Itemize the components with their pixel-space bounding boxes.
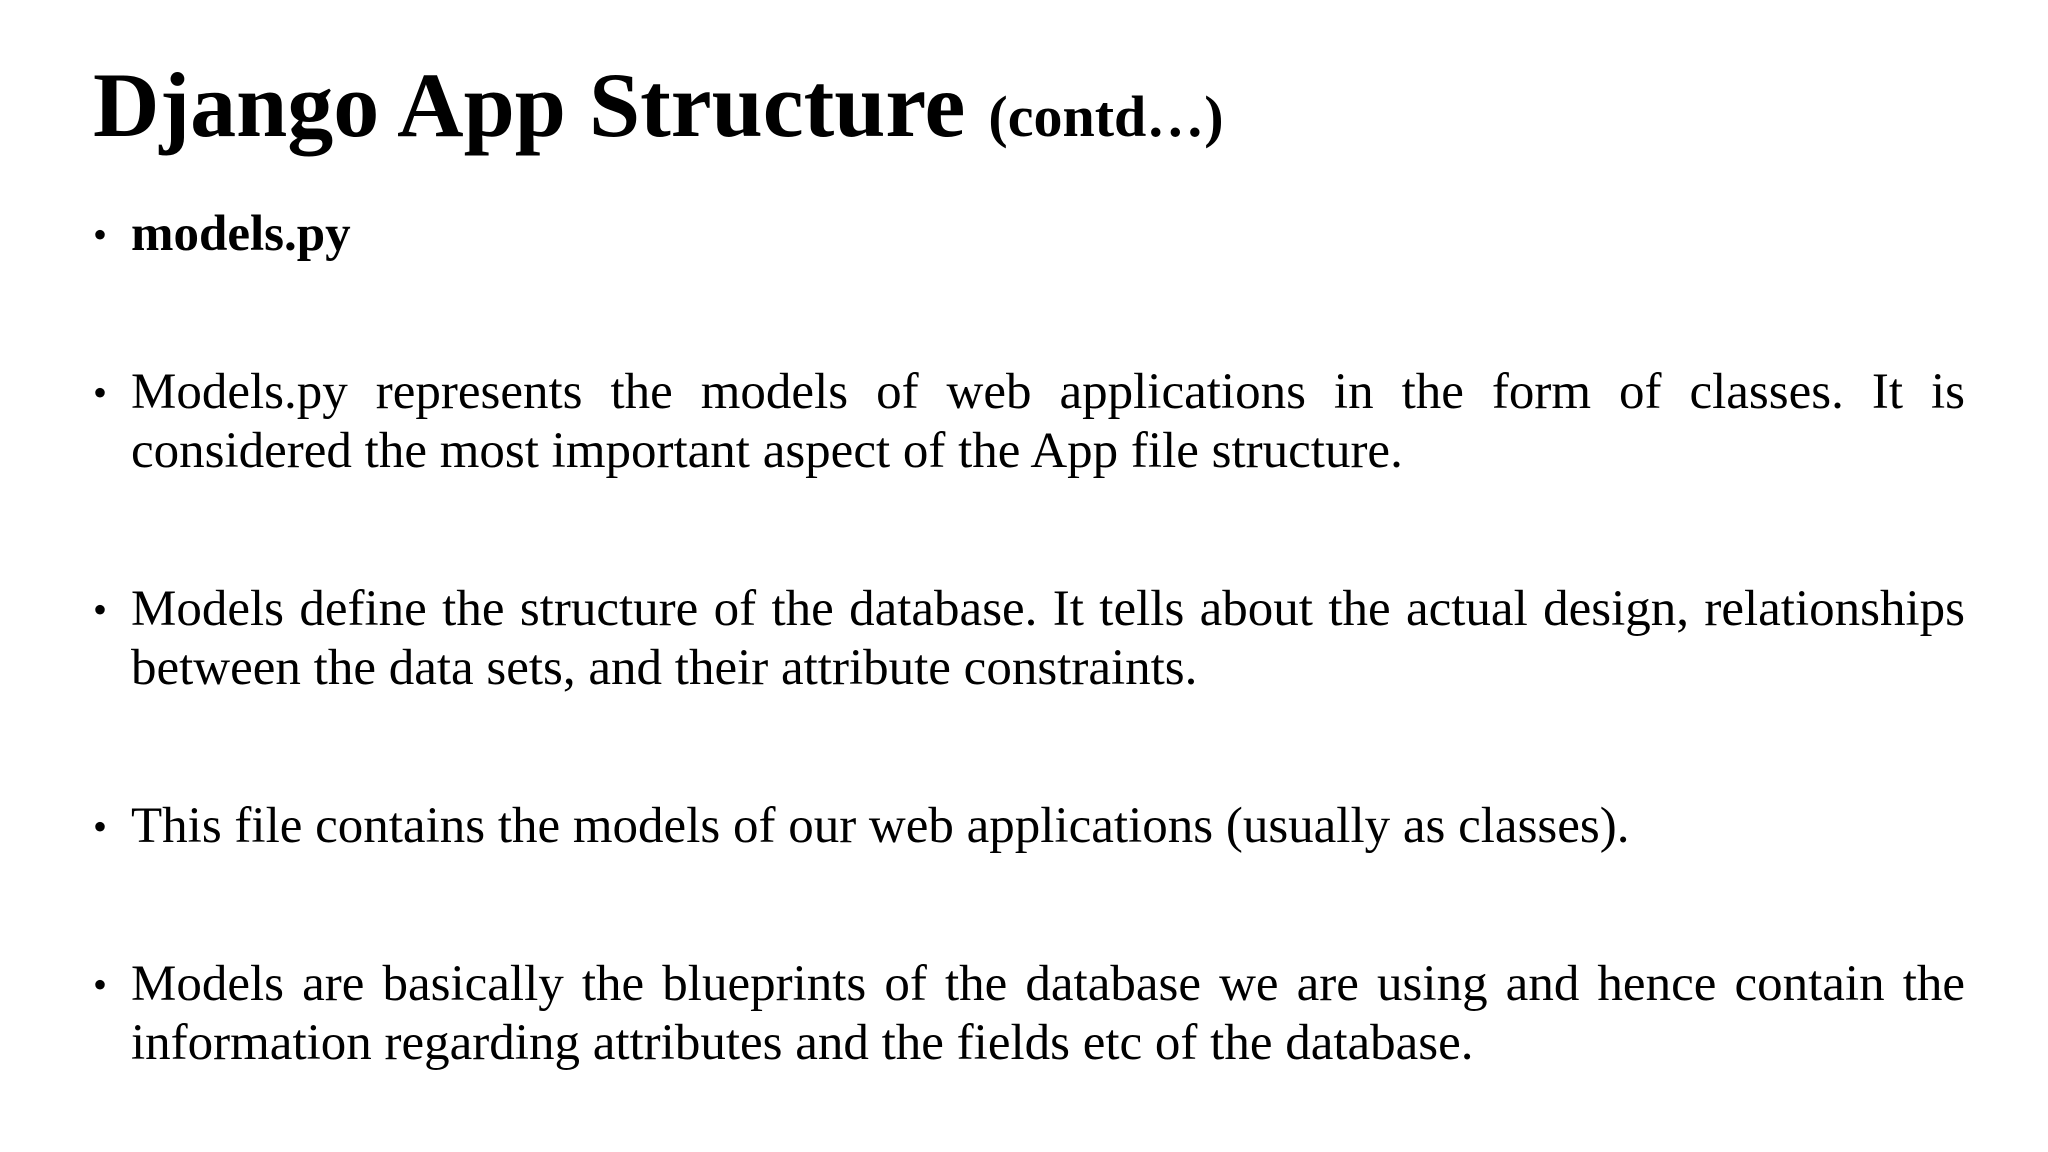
bullet-dot-icon: • [93, 962, 108, 1007]
bullet-item [93, 580, 1965, 698]
bullet-item [93, 955, 1965, 1073]
bullet-item [93, 363, 1965, 481]
bullet-list [93, 205, 1965, 1073]
slide-title [93, 50, 1224, 172]
bullet-item [93, 797, 1965, 856]
slide-title-suffix: (contd…) [988, 84, 1224, 149]
bullet-dot-icon: • [93, 804, 108, 849]
bullet-text: Models define the structure of the database. It tells about the actual design, relationships between the data sets, and their attribute constraints. [131, 581, 1965, 696]
bullet-text: Models.py represents the models of web applications in the form of classes. It is considered the most important aspect of the App file structure. [131, 364, 1965, 479]
slide-title-main: Django App Structure [93, 54, 966, 156]
bullet-dot-icon: • [93, 587, 108, 632]
bullet-text: Models are basically the blueprints of the database we are using and hence contain the information regarding attributes and the fields etc of the database. [131, 956, 1965, 1071]
bullet-dot-icon: • [93, 370, 108, 415]
bullet-text: models.py [131, 206, 351, 262]
bullet-text: This file contains the models of our web applications (usually as classes). [131, 798, 1630, 854]
bullet-dot-icon: • [93, 212, 108, 257]
bullet-item-heading [93, 205, 1965, 264]
